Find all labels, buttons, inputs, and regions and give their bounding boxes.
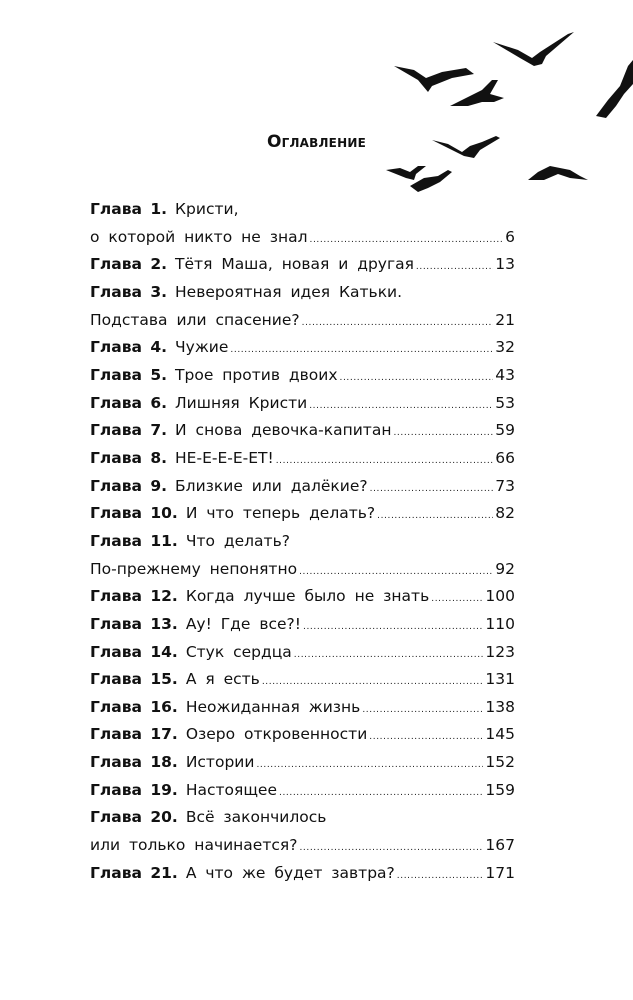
- chapter-title: Истории: [185, 753, 255, 772]
- chapter-label: Глава 2.: [90, 255, 168, 274]
- chapter-title: Стук сердца: [185, 642, 292, 661]
- chapter-title: Подстава или спасение?: [90, 310, 300, 329]
- page-number: 53: [495, 393, 515, 412]
- dot-leader: [431, 595, 483, 604]
- bird-icon: [386, 166, 426, 180]
- chapter-title: Что делать?: [185, 531, 290, 550]
- chapter-label: Глава 8.: [90, 448, 168, 467]
- toc-entry-line: [90, 694, 515, 722]
- chapter-label: Глава 17.: [90, 725, 178, 744]
- page-number: 152: [485, 753, 515, 772]
- toc-entry-line: [90, 251, 515, 279]
- chapter-title: По-прежнему непонятно: [90, 559, 298, 578]
- chapter-label: Глава 1.: [90, 200, 168, 218]
- chapter-title: Невероятная идея Катьки.: [175, 282, 403, 301]
- chapter-title: или только начинается?: [90, 836, 298, 855]
- dot-leader: [369, 733, 483, 742]
- toc-entry-line: [90, 473, 515, 501]
- page-number: 167: [485, 836, 515, 855]
- toc-entry-line: [90, 390, 515, 418]
- toc-entry-line: [90, 777, 515, 805]
- chapter-title: НЕ-Е-Е-Е-ЕТ!: [175, 448, 274, 467]
- page-title: Оглавление: [267, 132, 366, 152]
- chapter-label: Глава 10.: [90, 504, 178, 523]
- chapter-label: Глава 14.: [90, 642, 178, 661]
- chapter-label: Глава 6.: [90, 393, 168, 412]
- chapter-title: о которой никто не знал: [90, 227, 308, 246]
- chapter-label: Глава 18.: [90, 753, 178, 772]
- toc-entry-line: [90, 528, 515, 556]
- chapter-title: Кристи,: [175, 200, 239, 218]
- bird-icon: [596, 60, 633, 118]
- chapter-title: Настоящее: [185, 780, 277, 799]
- dot-leader: [303, 623, 483, 632]
- dot-leader: [397, 872, 484, 881]
- dot-leader: [393, 429, 493, 438]
- toc-entry-line: [90, 583, 515, 611]
- page-number: 59: [495, 421, 515, 440]
- chapter-title: Чужие: [175, 338, 229, 357]
- page-number: 13: [495, 255, 515, 274]
- chapter-title: Тётя Маша, новая и другая: [175, 255, 414, 274]
- chapter-title: И снова девочка-капитан: [175, 421, 392, 440]
- toc-entry-line: [90, 307, 515, 335]
- dot-leader: [309, 236, 503, 245]
- toc-entry-line: [90, 196, 515, 224]
- page-number: 123: [485, 642, 515, 661]
- dot-leader: [416, 263, 493, 272]
- table-of-contents: [90, 196, 515, 887]
- page-number: 100: [485, 587, 515, 606]
- chapter-label: Глава 21.: [90, 863, 178, 882]
- toc-entry-line: [90, 804, 515, 832]
- bird-icon: [493, 32, 574, 66]
- flying-birds-illustration: [370, 20, 633, 210]
- chapter-label: Глава 16.: [90, 697, 178, 716]
- dot-leader: [299, 844, 483, 853]
- bird-icon: [528, 166, 588, 180]
- page-number: 6: [505, 227, 515, 246]
- page-number: 110: [485, 614, 515, 633]
- dot-leader: [377, 512, 493, 521]
- chapter-label: Глава 7.: [90, 421, 168, 440]
- chapter-title: Трое против двоих: [175, 365, 338, 384]
- page-number: 73: [495, 476, 515, 495]
- toc-entry-line: [90, 224, 515, 252]
- chapter-title: Близкие или далёкие?: [175, 476, 368, 495]
- dot-leader: [256, 761, 483, 770]
- page-number: 82: [495, 504, 515, 523]
- toc-entry-line: [90, 445, 515, 473]
- chapter-label: Глава 12.: [90, 587, 178, 606]
- page-number: 138: [485, 697, 515, 716]
- toc-entry-line: [90, 639, 515, 667]
- toc-entry-line: [90, 500, 515, 528]
- chapter-label: Глава 3.: [90, 282, 168, 301]
- chapter-label: Глава 19.: [90, 780, 178, 799]
- chapter-title: Ау! Где все?!: [185, 614, 301, 633]
- dot-leader: [299, 568, 493, 577]
- dot-leader: [279, 789, 483, 798]
- toc-entry-line: [90, 362, 515, 390]
- page-number: 92: [495, 559, 515, 578]
- chapter-label: Глава 4.: [90, 338, 168, 357]
- bird-icon: [394, 66, 474, 92]
- dot-leader: [340, 374, 494, 383]
- page-number: 159: [485, 780, 515, 799]
- chapter-title: Неожиданная жизнь: [185, 697, 361, 716]
- chapter-label: Глава 13.: [90, 614, 178, 633]
- toc-entry-line: [90, 666, 515, 694]
- toc-entry-line: [90, 721, 515, 749]
- toc-entry-line: [90, 556, 515, 584]
- page-number: 32: [495, 338, 515, 357]
- chapter-label: Глава 20.: [90, 808, 178, 827]
- bird-icon: [450, 80, 504, 106]
- page-number: 171: [485, 863, 515, 882]
- page-number: 43: [495, 365, 515, 384]
- toc-entry-line: [90, 860, 515, 888]
- chapter-title: Озеро откровенности: [185, 725, 368, 744]
- dot-leader: [302, 319, 494, 328]
- dot-leader: [276, 457, 494, 466]
- chapter-label: Глава 9.: [90, 476, 168, 495]
- page-number: 21: [495, 310, 515, 329]
- page-number: 66: [495, 448, 515, 467]
- toc-entry-line: [90, 334, 515, 362]
- toc-entry-line: [90, 749, 515, 777]
- chapter-label: Глава 11.: [90, 531, 178, 550]
- chapter-title: А что же будет завтра?: [185, 863, 395, 882]
- page-number: 145: [485, 725, 515, 744]
- chapter-title: Всё закончилось: [185, 808, 327, 827]
- chapter-label: Глава 5.: [90, 365, 168, 384]
- toc-entry-line: [90, 611, 515, 639]
- dot-leader: [309, 402, 493, 411]
- page-number: 131: [485, 670, 515, 689]
- dot-leader: [362, 706, 483, 715]
- dot-leader: [230, 346, 493, 355]
- toc-entry-line: [90, 417, 515, 445]
- chapter-title: Когда лучше было не знать: [185, 587, 430, 606]
- chapter-title: А я есть: [185, 670, 260, 689]
- chapter-title: Лишняя Кристи: [175, 393, 308, 412]
- dot-leader: [294, 651, 484, 660]
- chapter-title: И что теперь делать?: [185, 504, 376, 523]
- dot-leader: [262, 678, 484, 687]
- toc-entry-line: [90, 279, 515, 307]
- chapter-label: Глава 15.: [90, 670, 178, 689]
- toc-entry-line: [90, 832, 515, 860]
- dot-leader: [370, 485, 494, 494]
